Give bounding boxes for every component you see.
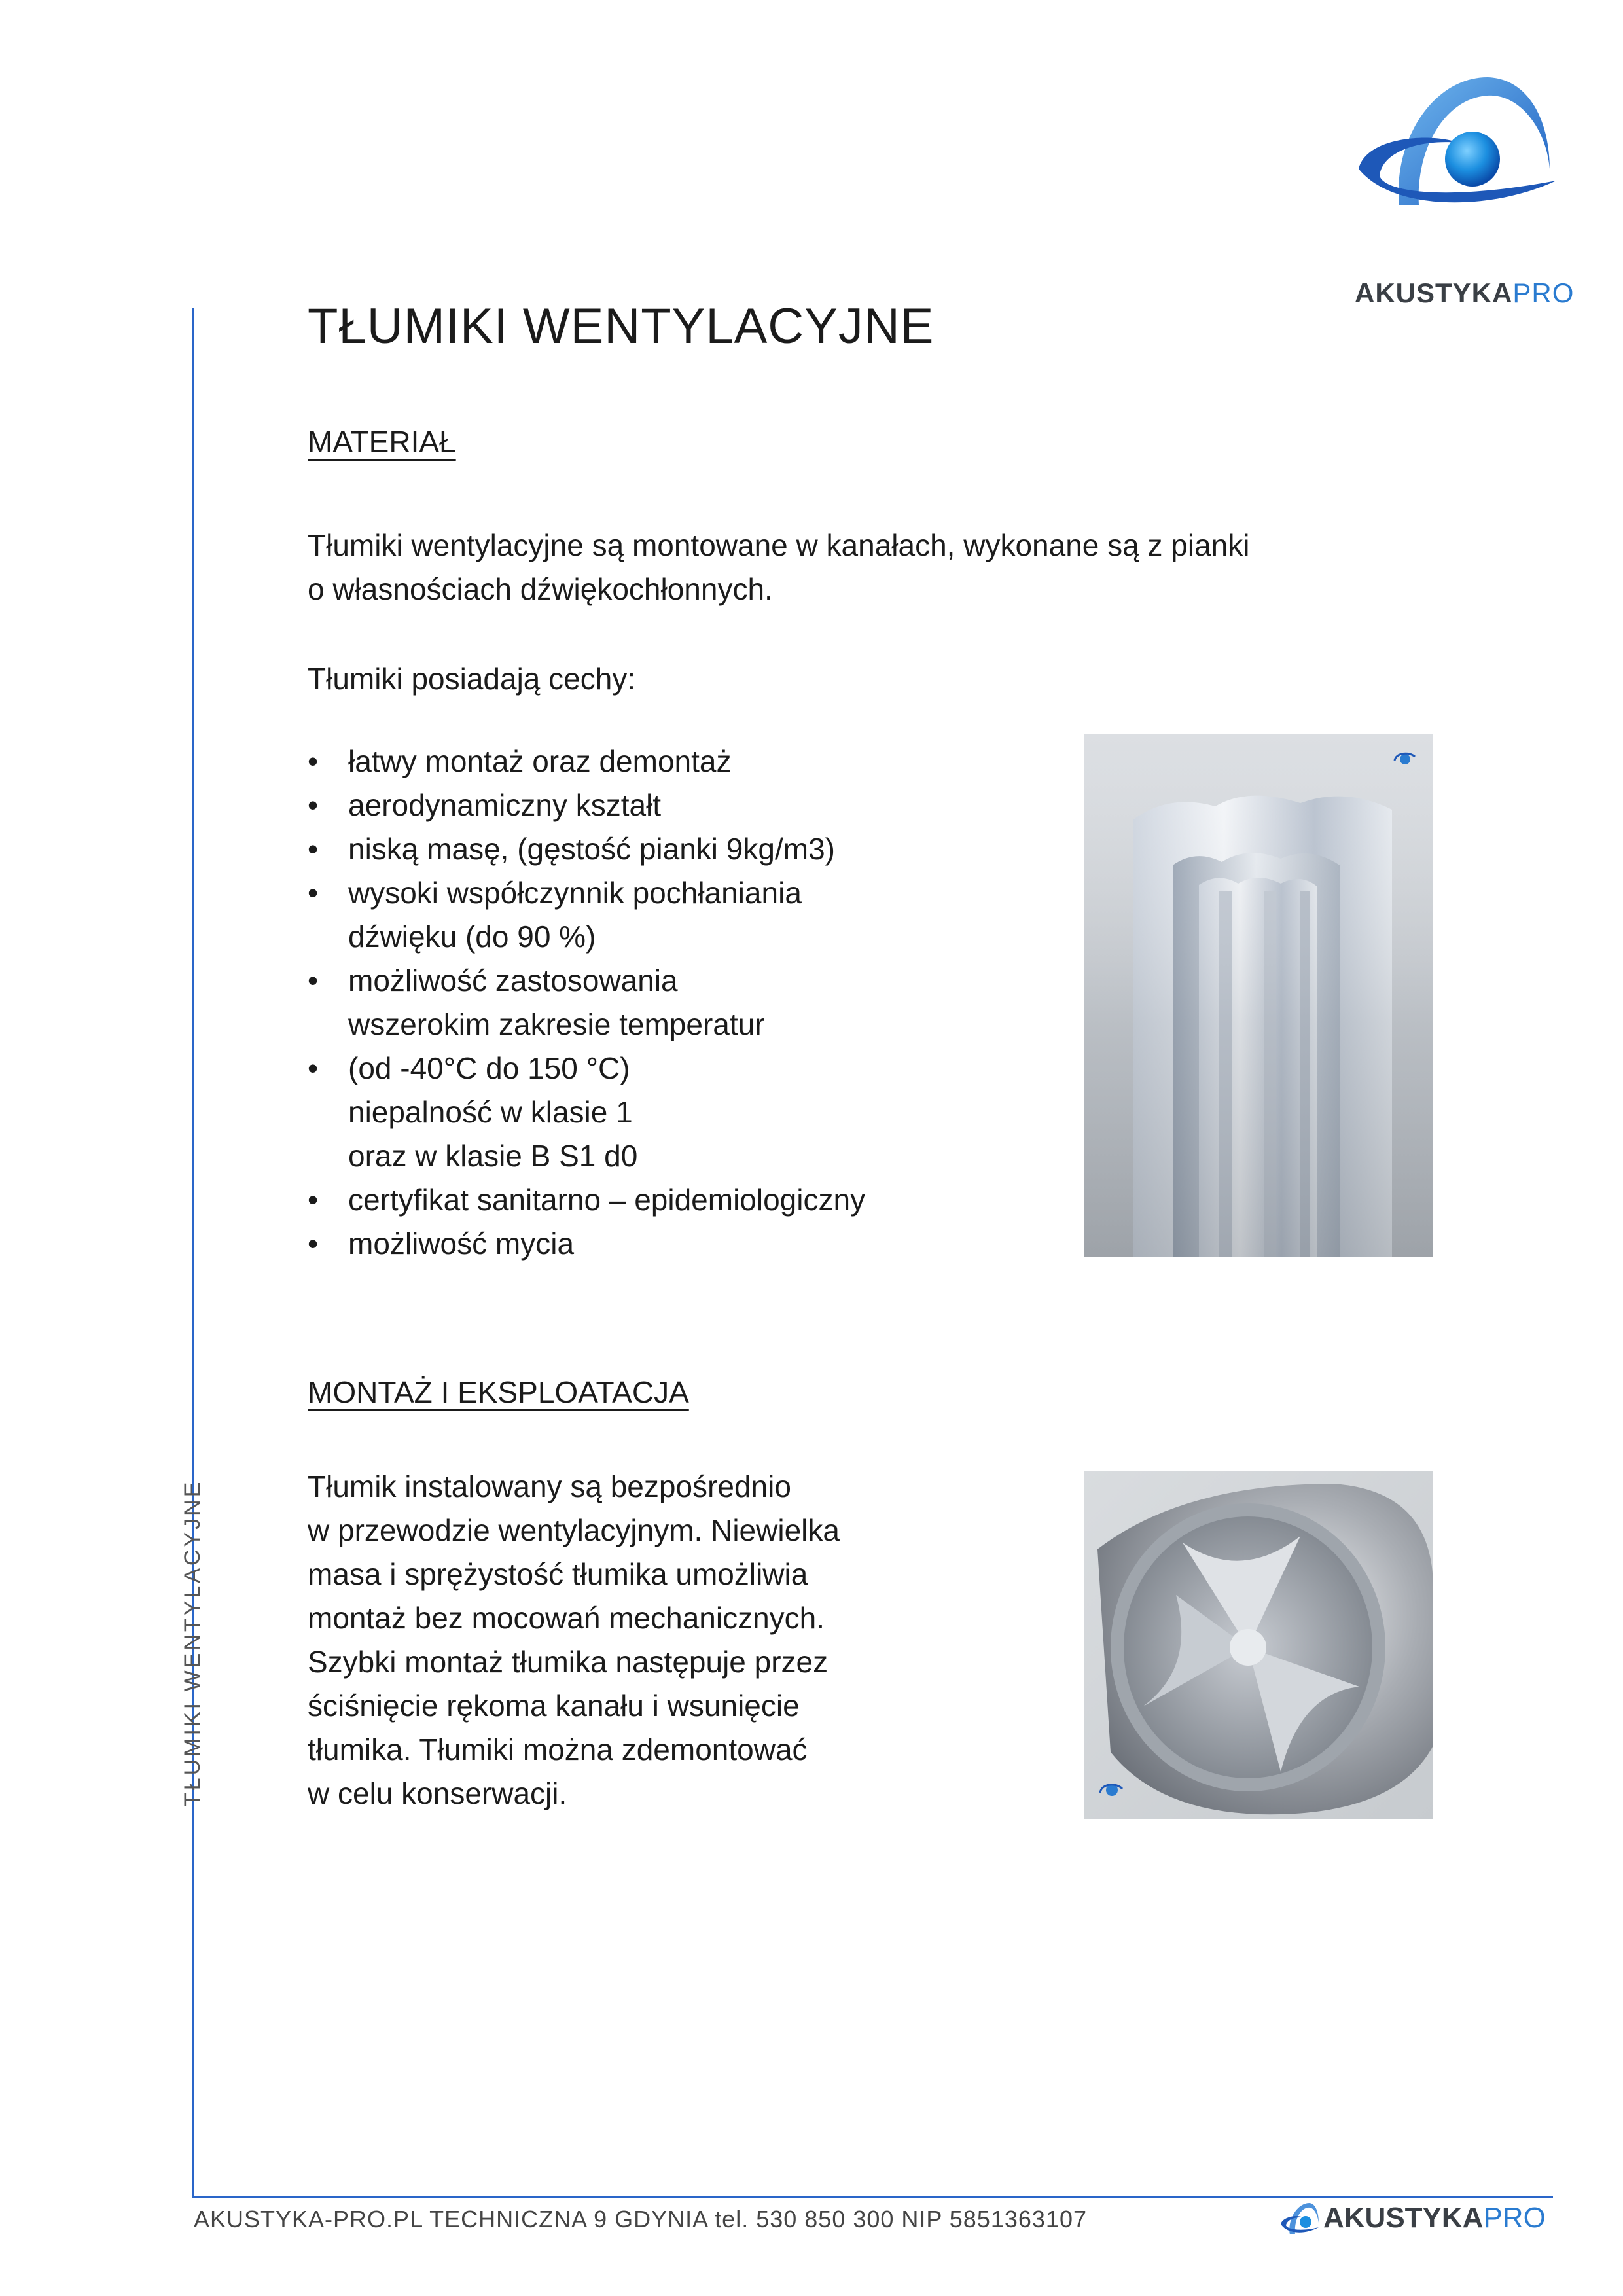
brand-logo-text (1355, 278, 1574, 309)
montaz-line: Szybki montaż tłumika następuje przez (308, 1645, 829, 1679)
feature-item: • niską masę, (gęstość pianki 9kg/m3) (308, 827, 1060, 871)
montaz-line: tłumika. Tłumiki można zdemontować (308, 1732, 808, 1767)
bullet: • (308, 744, 319, 778)
foam-silencer-photo (1084, 734, 1433, 1257)
feature-item: • łatwy montaż oraz demontaż (308, 740, 1060, 783)
side-label: TŁUMIKI WENTYLACYJNE (180, 1479, 205, 1806)
montaz-paragraph (308, 1465, 962, 1816)
akustykapro-logo-icon (1353, 71, 1558, 215)
left-vertical-rule (192, 308, 194, 2198)
material-intro-line: o własnościach dźwiękochłonnych. (308, 572, 773, 606)
feature-item: • aerodynamiczny kształt (308, 783, 1060, 827)
akustykapro-logo-icon (1279, 2200, 1319, 2236)
page-title: TŁUMIKI WENTYLACYJNE (308, 298, 935, 354)
duct-silencer-photo (1084, 1471, 1433, 1819)
montaz-line: montaż bez mocowań mechanicznych. (308, 1601, 825, 1635)
brand-name-bold: AKUSTYKA (1355, 278, 1513, 308)
feature-item: • (od -40°C do 150 °C) niepalność w klasie 1 oraz w klasie B S1 d0 (308, 1047, 1060, 1178)
section-heading-montaz: MONTAŻ I EKSPLOATACJA (308, 1375, 689, 1409)
bullet: • (308, 1183, 319, 1217)
feature-item: • możliwość mycia (308, 1222, 1060, 1266)
feature-item: • certyfikat sanitarno – epidemiologiczny (308, 1178, 1060, 1222)
features-lead: Tłumiki posiadają cechy: (308, 662, 636, 696)
feature-item: • możliwość zastosowania wszerokim zakresie temperatur (308, 959, 1060, 1047)
features-list (308, 740, 1060, 1266)
montaz-line: w celu konserwacji. (308, 1776, 567, 1810)
montaz-line: w przewodzie wentylacyjnym. Niewielka (308, 1513, 840, 1547)
bullet: • (308, 876, 319, 910)
feature-item: • wysoki współczynnik pochłaniania dźwięku (do 90 %) (308, 871, 1060, 959)
montaz-line: ściśnięcie rękoma kanału i wsunięcie (308, 1689, 800, 1723)
brand-name-light: PRO (1483, 2202, 1546, 2234)
section-heading-material: MATERIAŁ (308, 425, 456, 459)
brand-name-bold: AKUSTYKA (1323, 2202, 1484, 2234)
bullet: • (308, 1051, 319, 1085)
bullet: • (308, 1227, 319, 1261)
montaz-line: Tłumik instalowany są bezpośrednio (308, 1469, 791, 1503)
material-intro (308, 524, 1420, 611)
footer-contact: AKUSTYKA-PRO.PL TECHNICZNA 9 GDYNIA tel. 530 850 300 NIP 5851363107 (194, 2206, 1087, 2233)
material-intro-line: Tłumiki wentylacyjne są montowane w kanałach, wykonane są z pianki (308, 528, 1250, 562)
bullet: • (308, 832, 319, 866)
footer-brand-logo-text (1323, 2202, 1546, 2234)
brand-name-light: PRO (1512, 278, 1575, 308)
montaz-line: masa i sprężystość tłumika umożliwia (308, 1557, 808, 1591)
footer-rule (192, 2196, 1553, 2198)
bullet: • (308, 963, 319, 997)
bullet: • (308, 788, 319, 822)
